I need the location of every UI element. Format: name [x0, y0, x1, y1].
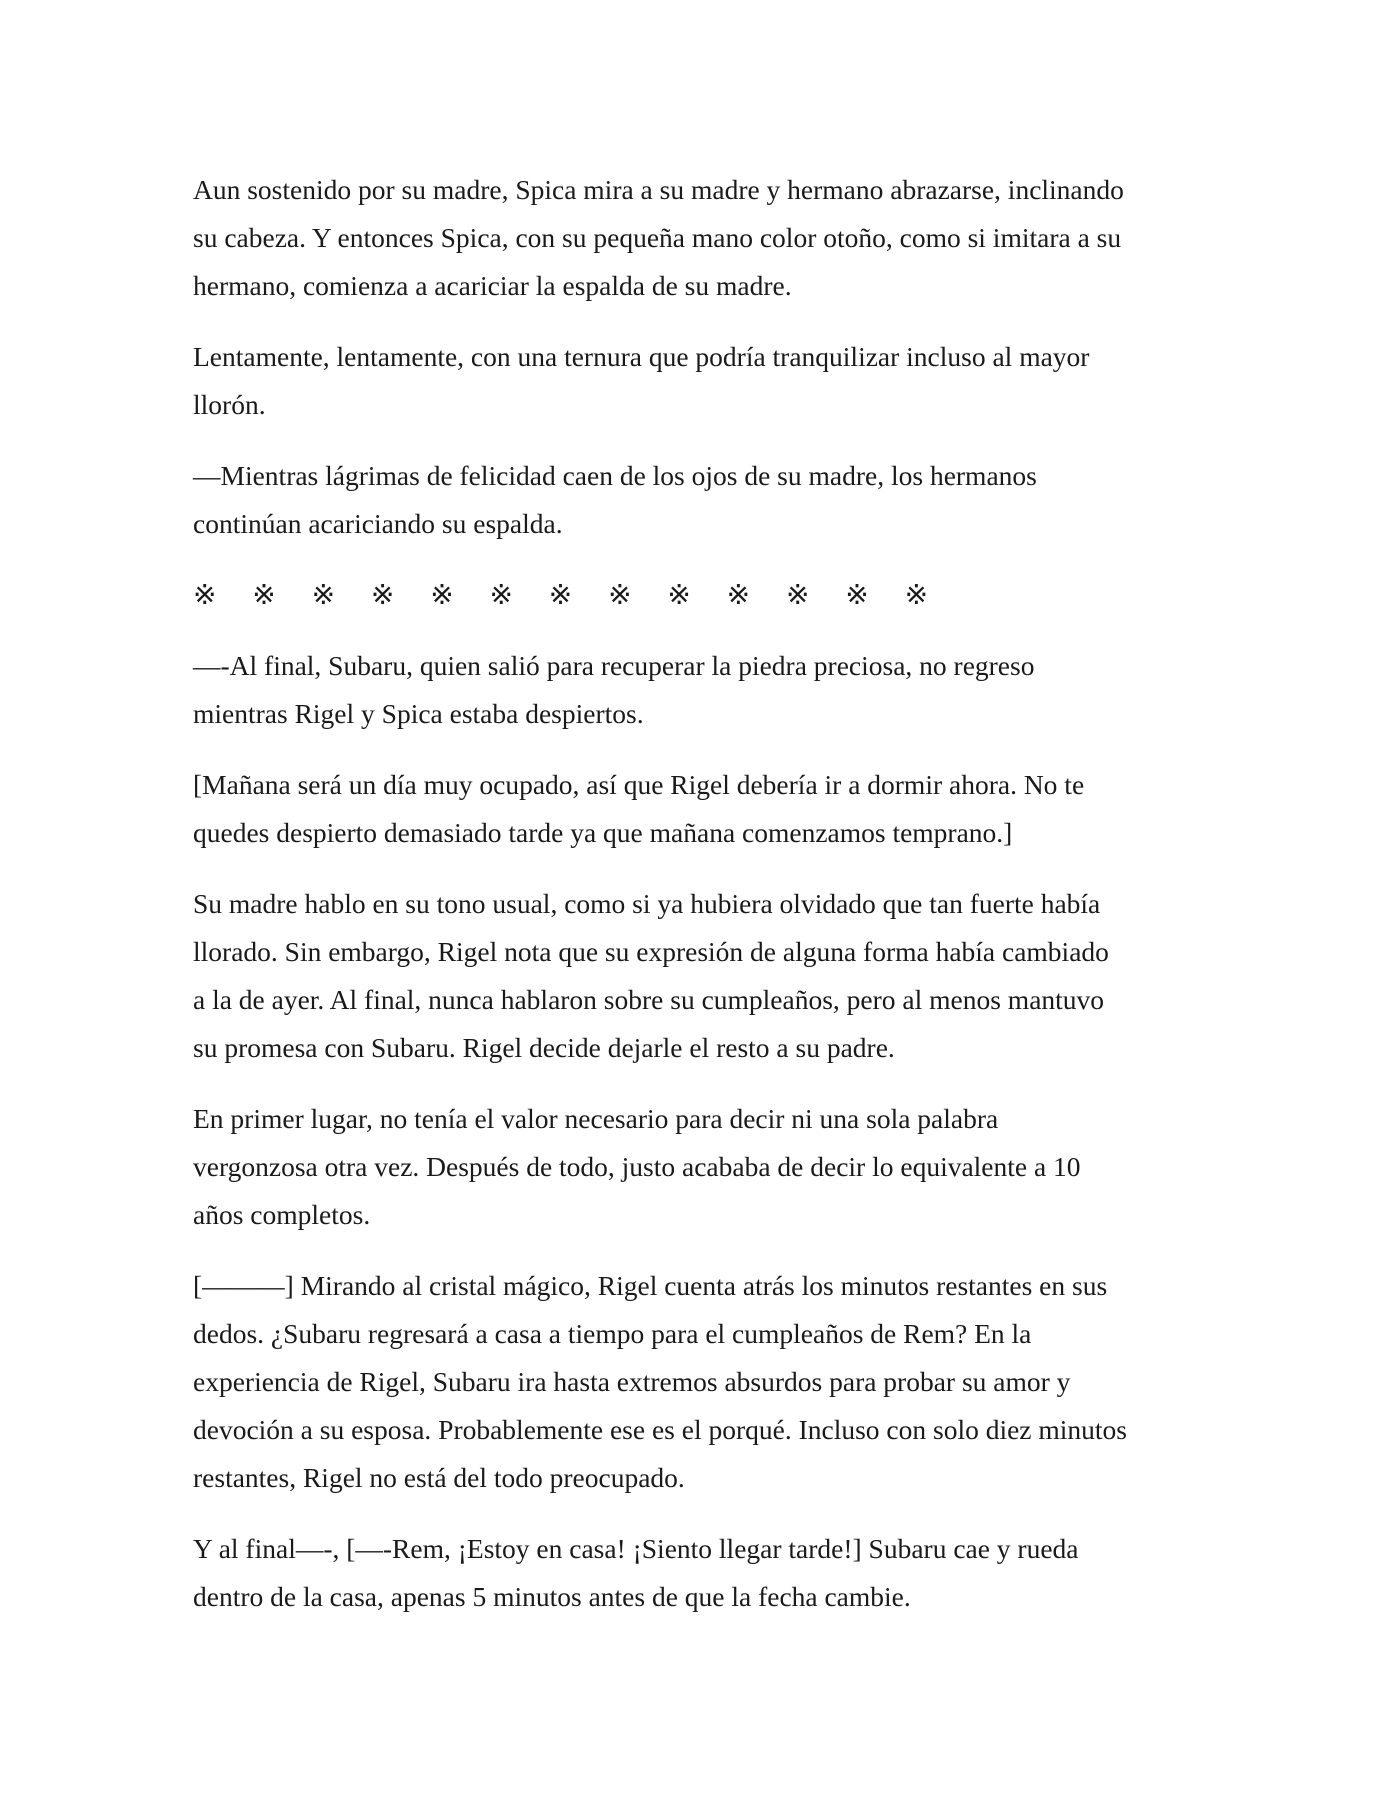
- separator-mark: ※: [193, 578, 217, 611]
- separator-mark: ※: [904, 578, 929, 611]
- separator-mark: ※: [370, 578, 395, 611]
- separator-mark: ※: [311, 578, 336, 611]
- separator-mark: ※: [548, 578, 573, 611]
- scene-separator: [193, 571, 1223, 619]
- separator-mark: ※: [430, 578, 454, 611]
- paragraph-1: Aun sostenido por su madre, Spica mira a su madre y hermano abrazarse, inclinando su cabeza. Y entonces Spica, con su pequeña mano color otoño, como si imitara a su hermano, comienza a acariciar la espalda de su madre.: [193, 174, 1124, 301]
- separator-mark: ※: [489, 578, 513, 611]
- paragraph-4: —-Al final, Subaru, quien salió para recuperar la piedra preciosa, no regreso mientras Rigel y Spica estaba despiertos.: [193, 650, 1035, 729]
- separator-mark: ※: [252, 578, 276, 611]
- document-body: [193, 166, 1223, 1644]
- paragraph-9: Y al final—-, [—-Rem, ¡Estoy en casa! ¡Siento llegar tarde!] Subaru cae y rueda dentro de la casa, apenas 5 minutos antes de que la fecha cambie.: [193, 1533, 1079, 1612]
- separator-mark: ※: [785, 578, 810, 611]
- paragraph-3: —Mientras lágrimas de felicidad caen de los ojos de su madre, los hermanos continúan acariciando su espalda.: [193, 460, 1037, 539]
- separator-mark: ※: [667, 578, 691, 611]
- separator-mark: ※: [845, 578, 869, 611]
- paragraph-6: Su madre hablo en su tono usual, como si ya hubiera olvidado que tan fuerte había llorado. Sin embargo, Rigel nota que su expresión de alguna forma había cambiado a la de ayer. Al final, nunca hablaron sobre su cumpleaños, pero al menos mantuvo su promesa con Subaru. Rigel decide dejarle el resto a su padre.: [193, 888, 1109, 1063]
- separator-mark: ※: [608, 578, 632, 611]
- paragraph-2: Lentamente, lentamente, con una ternura que podría tranquilizar incluso al mayor llorón.: [193, 341, 1090, 420]
- separator-mark: ※: [726, 578, 751, 611]
- paragraph-7: En primer lugar, no tenía el valor necesario para decir ni una sola palabra vergonzosa otra vez. Después de todo, justo acababa de decir lo equivalente a 10 años completos.: [193, 1103, 1081, 1230]
- paragraph-8: [———] Mirando al cristal mágico, Rigel cuenta atrás los minutos restantes en sus dedos. ¿Subaru regresará a casa a tiempo para el cumpleaños de Rem? En la experiencia de Rigel, Subaru ira hasta extremos absurdos para probar su amor y devoción a su esposa. Probablemente ese es el porqué. Incluso con solo diez minutos restantes, Rigel no está del todo preocupado.: [193, 1270, 1128, 1493]
- paragraph-5: [Mañana será un día muy ocupado, así que Rigel debería ir a dormir ahora. No te quedes despierto demasiado tarde ya que mañana comenzamos temprano.]: [193, 769, 1085, 848]
